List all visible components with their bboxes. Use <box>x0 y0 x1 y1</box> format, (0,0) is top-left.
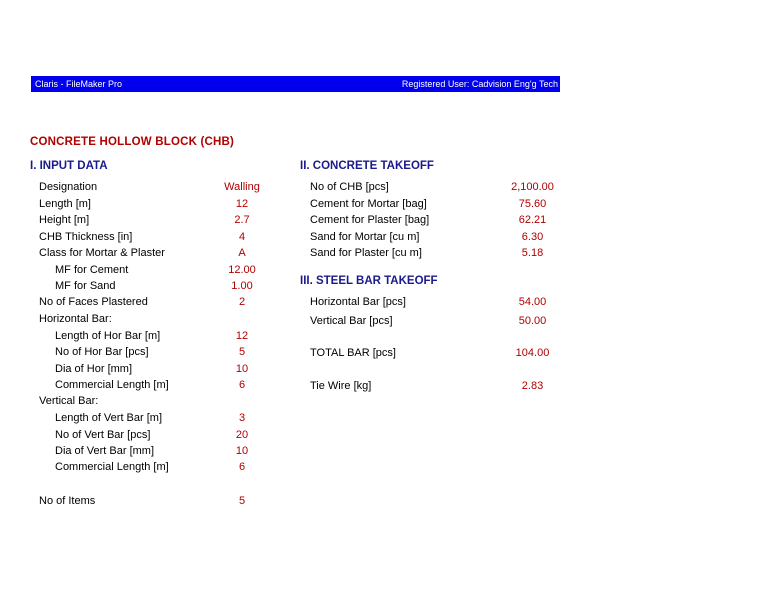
output-value: 5.18 <box>521 247 544 259</box>
input-label: No of Hor Bar [pcs] <box>55 346 149 358</box>
concrete-row-cement-mortar <box>310 196 590 212</box>
input-row-length-vert-bar <box>0 410 310 426</box>
output-value: 6.30 <box>521 231 544 243</box>
input-value[interactable]: 10 <box>235 363 249 375</box>
window-title-bar <box>31 76 560 92</box>
input-row-no-hor-bar <box>0 344 310 360</box>
input-value: 12.00 <box>228 264 256 276</box>
input-value[interactable]: 3 <box>238 412 246 424</box>
input-label: No of Items <box>39 495 96 507</box>
output-label: Tie Wire [kg] <box>310 380 372 392</box>
output-value: 75.60 <box>518 198 547 210</box>
page-title: CONCRETE HOLLOW BLOCK (CHB) <box>30 136 235 148</box>
input-row-length <box>0 196 310 212</box>
steel-row-tie-wire <box>310 378 590 394</box>
output-label: Sand for Mortar [cu m] <box>310 231 420 243</box>
concrete-row-sand-mortar <box>310 229 590 245</box>
output-value: 62.21 <box>518 214 547 226</box>
input-label: Height [m] <box>39 214 90 226</box>
input-row-chb-thickness <box>0 229 310 245</box>
input-row-no-vert-bar <box>0 427 310 443</box>
input-label: Commercial Length [m] <box>55 379 169 391</box>
input-row-commercial-length-hor <box>0 377 310 393</box>
input-label: Dia of Hor [mm] <box>55 363 133 375</box>
input-row-designation <box>0 179 310 195</box>
output-label: Cement for Mortar [bag] <box>310 198 427 210</box>
input-label: Length of Vert Bar [m] <box>55 412 163 424</box>
steel-bar-takeoff-heading: III. STEEL BAR TAKEOFF <box>300 275 438 287</box>
output-value: 2,100.00 <box>511 181 554 193</box>
concrete-row-sand-plaster <box>310 245 590 261</box>
input-value[interactable]: 2 <box>238 296 246 308</box>
input-value[interactable]: 10 <box>235 445 249 457</box>
input-value[interactable]: 5 <box>238 495 246 507</box>
output-label: No of CHB [pcs] <box>310 181 389 193</box>
input-label: MF for Cement <box>55 264 129 276</box>
output-label: Vertical Bar [pcs] <box>310 315 393 327</box>
input-value[interactable]: 20 <box>235 429 249 441</box>
input-value[interactable]: 5 <box>238 346 246 358</box>
concrete-takeoff-heading: II. CONCRETE TAKEOFF <box>300 160 434 172</box>
input-value: 1.00 <box>231 280 253 292</box>
input-row-height <box>0 212 310 228</box>
input-label: Vertical Bar: <box>39 395 99 407</box>
input-value[interactable]: 12 <box>235 330 249 342</box>
steel-row-horizontal-bar <box>310 294 590 310</box>
input-row-class <box>0 245 310 261</box>
steel-row-vertical-bar <box>310 313 590 329</box>
input-row-horizontal-bar-header <box>0 311 310 327</box>
input-row-length-hor-bar <box>0 328 310 344</box>
output-label: TOTAL BAR [pcs] <box>310 347 396 359</box>
input-value[interactable]: Walling <box>224 181 260 193</box>
input-row-faces-plastered <box>0 294 310 310</box>
input-value[interactable]: 12 <box>235 198 249 210</box>
input-data-heading: I. INPUT DATA <box>30 160 108 172</box>
input-row-commercial-length-vert <box>0 459 310 475</box>
output-label: Sand for Plaster [cu m] <box>310 247 422 259</box>
input-value[interactable]: 4 <box>238 231 246 243</box>
input-value[interactable]: 6 <box>238 379 246 391</box>
input-row-vertical-bar-header <box>0 393 310 409</box>
input-row-no-of-items <box>0 493 310 509</box>
concrete-row-no-of-chb <box>310 179 590 195</box>
input-row-mf-sand <box>0 278 310 294</box>
input-value[interactable]: 2.7 <box>234 214 250 226</box>
input-label: No of Faces Plastered <box>39 296 148 308</box>
output-value: 50.00 <box>518 315 547 327</box>
input-label: Class for Mortar & Plaster <box>39 247 165 259</box>
input-row-dia-hor <box>0 361 310 377</box>
input-row-mf-cement <box>0 262 310 278</box>
input-label: Horizontal Bar: <box>39 313 112 325</box>
input-value[interactable]: A <box>238 247 246 259</box>
steel-row-total-bar <box>310 345 590 361</box>
output-label: Horizontal Bar [pcs] <box>310 296 406 308</box>
input-label: Commercial Length [m] <box>55 461 169 473</box>
output-value: 54.00 <box>518 296 547 308</box>
input-label: No of Vert Bar [pcs] <box>55 429 151 441</box>
output-value: 104.00 <box>515 347 550 359</box>
input-label: Length [m] <box>39 198 91 210</box>
input-value[interactable]: 6 <box>238 461 246 473</box>
input-label: Dia of Vert Bar [mm] <box>55 445 155 457</box>
registered-user: Registered User: Cadvision Eng'g Tech <box>401 79 558 89</box>
output-label: Cement for Plaster [bag] <box>310 214 430 226</box>
output-value: 2.83 <box>521 380 544 392</box>
concrete-row-cement-plaster <box>310 212 590 228</box>
app-title: Claris - FileMaker Pro <box>35 79 123 89</box>
input-label: Designation <box>39 181 98 193</box>
input-row-dia-vert-bar <box>0 443 310 459</box>
input-label: Length of Hor Bar [m] <box>55 330 161 342</box>
input-label: CHB Thickness [in] <box>39 231 133 243</box>
input-label: MF for Sand <box>55 280 116 292</box>
